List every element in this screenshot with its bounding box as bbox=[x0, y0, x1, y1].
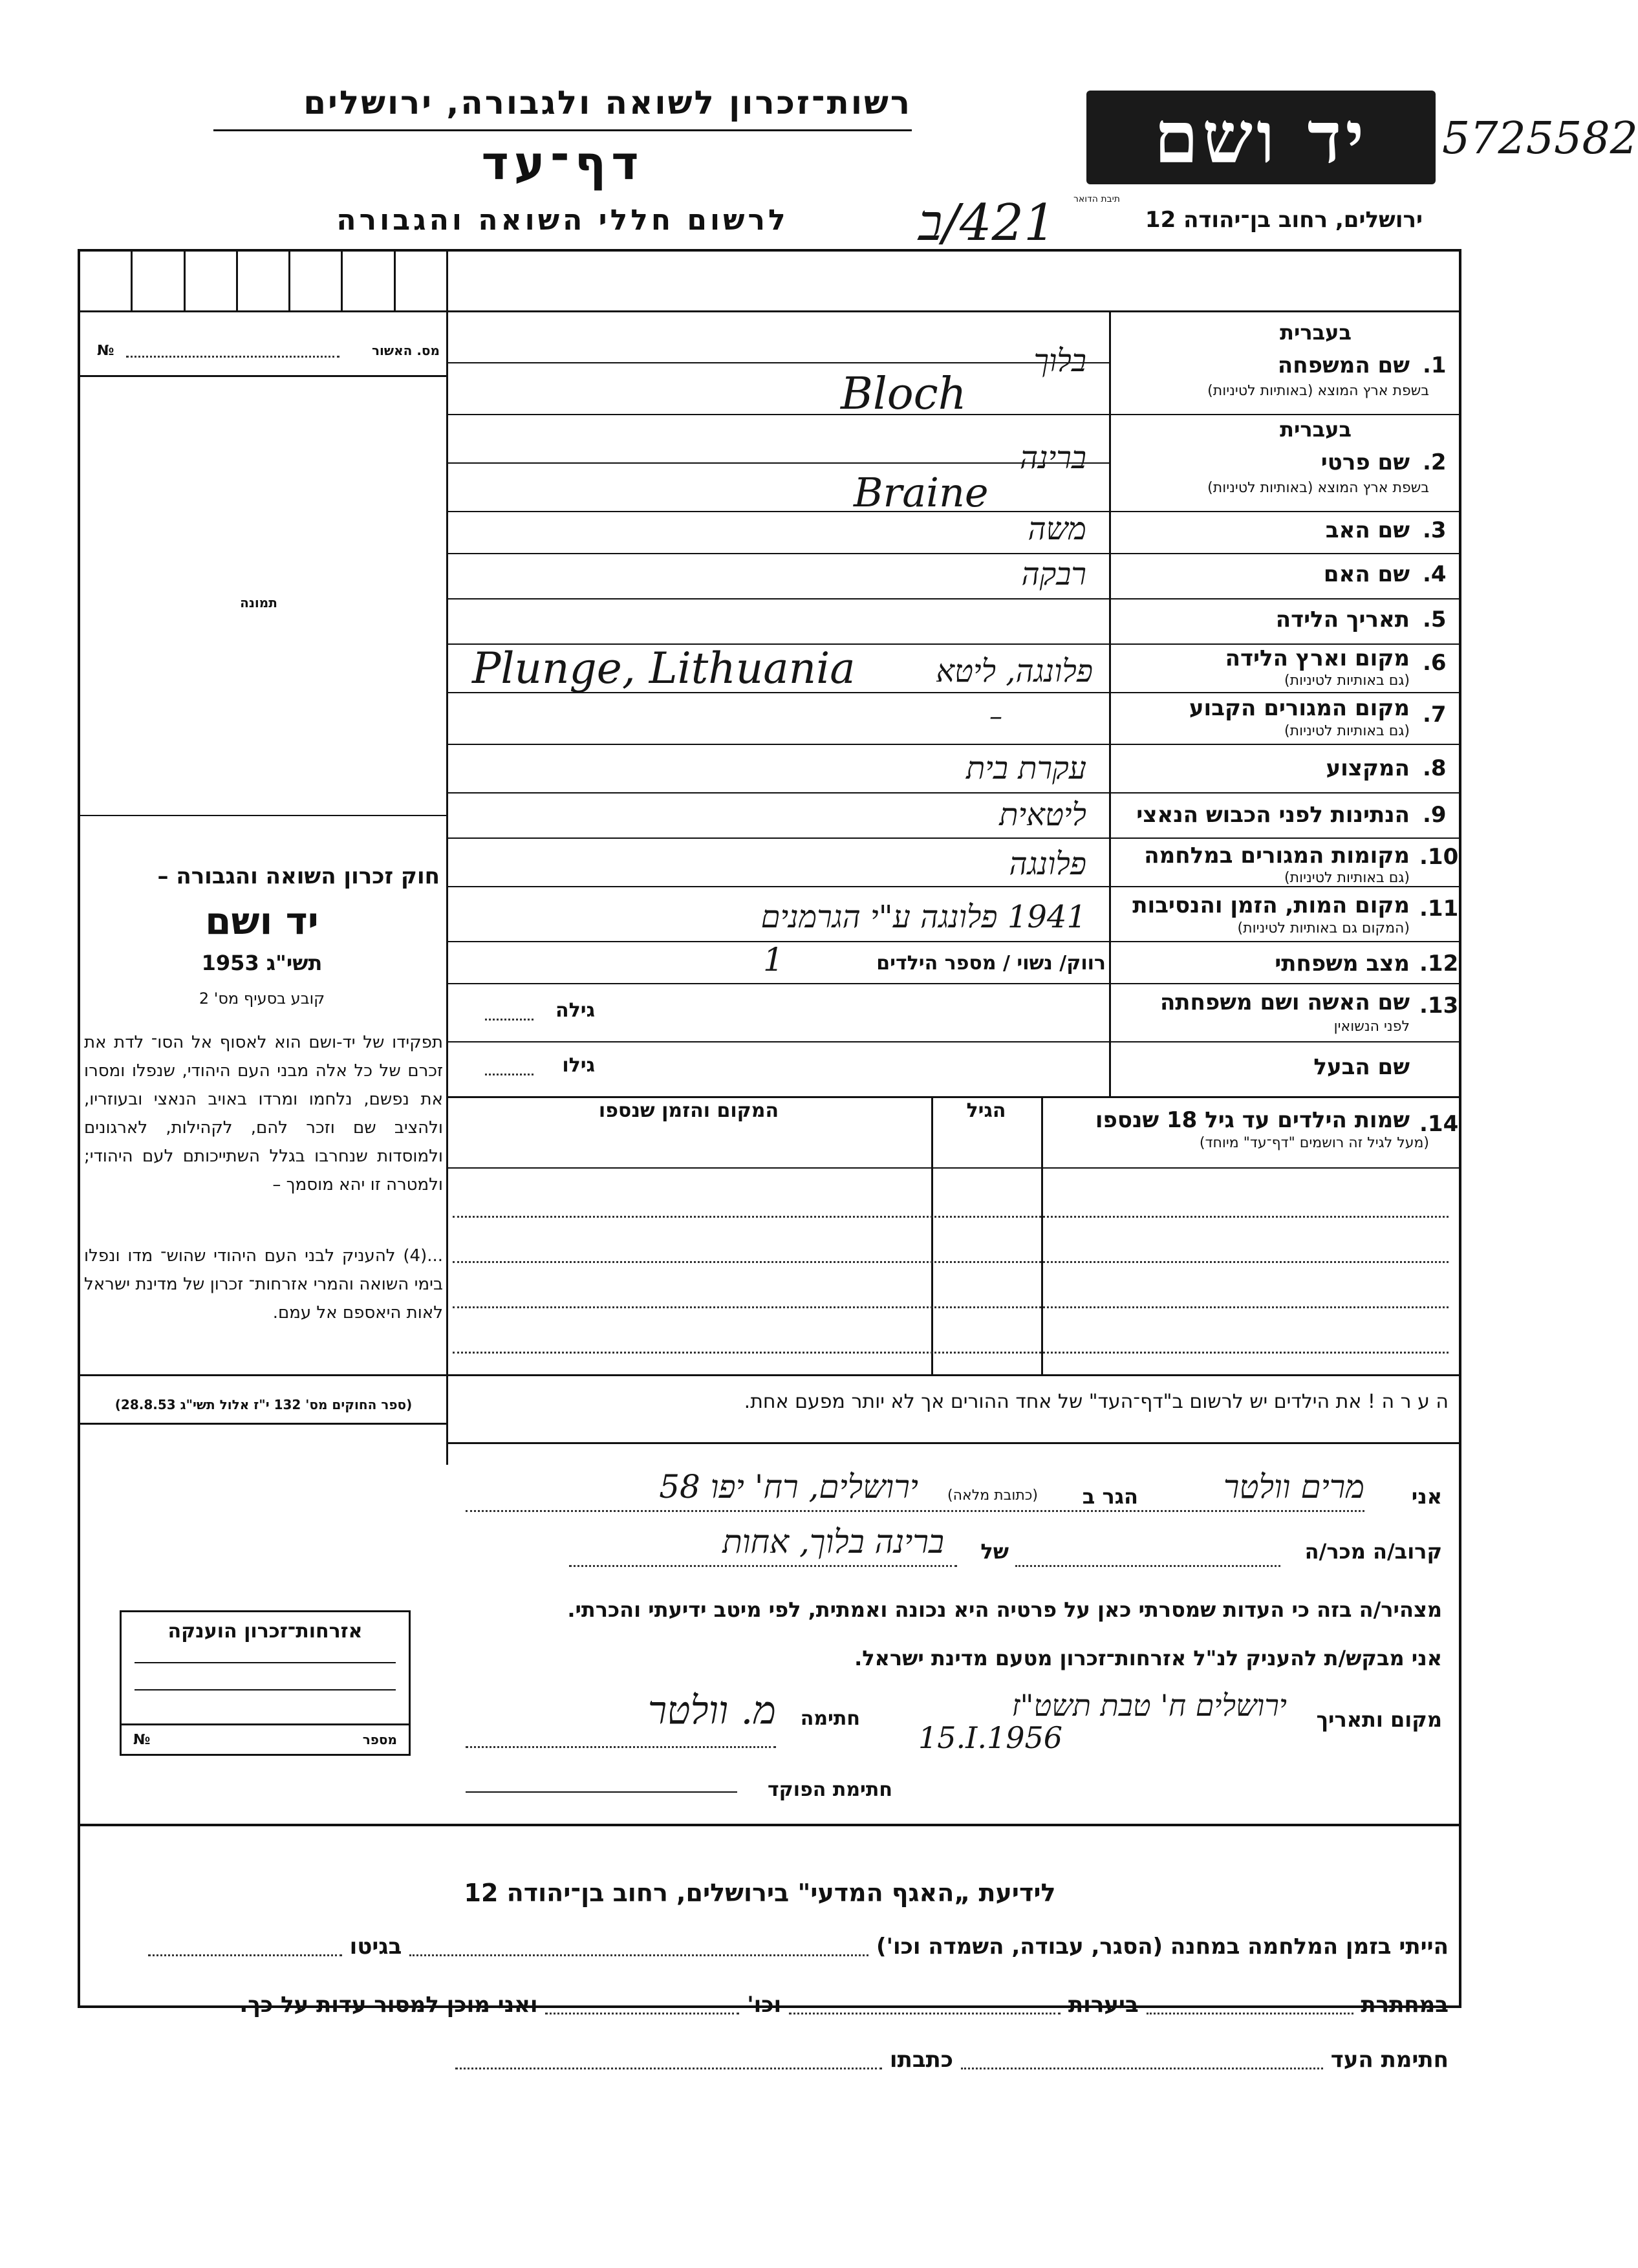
row-line-10 bbox=[446, 886, 1461, 887]
citizenship-no: № bbox=[133, 1731, 151, 1748]
children-row-4 bbox=[453, 1352, 1449, 1354]
sidebar-divider bbox=[446, 249, 448, 1465]
of-value: ברינה בלוך, אחות bbox=[722, 1523, 944, 1561]
officer-line bbox=[466, 1791, 737, 1793]
approval-no-symbol: № bbox=[97, 343, 114, 359]
surname-native-note: בשפת ארץ המוצא (באותיות לטיניות) bbox=[1207, 383, 1429, 399]
i-value: מרים וולטר bbox=[1223, 1468, 1364, 1506]
residence-value: – bbox=[989, 702, 1002, 731]
children-row-1 bbox=[453, 1216, 1449, 1218]
footer-etc-label: וכו' bbox=[747, 1992, 782, 2018]
row-line-7 bbox=[446, 744, 1461, 745]
row-line-12 bbox=[446, 983, 1461, 984]
signature-dots bbox=[466, 1746, 776, 1748]
footer-forests-label: ביערות bbox=[1068, 1992, 1139, 2018]
form-subtitle: לרשום חללי השואה והגבורה bbox=[336, 204, 789, 237]
law-ref: (ספר החוקים מס' 132 י"ז אלול תשי"ג 28.8.53) bbox=[114, 1397, 413, 1412]
officer-label: חתימת הפוקד bbox=[768, 1778, 892, 1801]
box-caption: תיבת הדואר bbox=[1073, 194, 1120, 204]
labels-divider bbox=[1109, 310, 1111, 1096]
surname-he-value: בלוך bbox=[1033, 343, 1086, 379]
place-date-value: ירושלים ח' טבת תשט"ז bbox=[1011, 1688, 1287, 1723]
wartime-note: (גם באותיות לטיניות) bbox=[1284, 870, 1410, 886]
given-he-value: ברינה bbox=[1019, 440, 1086, 476]
given-label: שם פרטי bbox=[1320, 449, 1410, 475]
remark: ה ע ר ה ! את הילדים יש לרשום ב"דף־העד" של אחד ההורים אך לא יותר מפעם אחת. bbox=[744, 1390, 1449, 1413]
authority-name: רשות־זכרון לשואה ולגבורה, ירושלים bbox=[303, 84, 912, 122]
num-8: .8 bbox=[1423, 755, 1447, 781]
children-note: (מעל לגיל זה רושמים "דף־עד" מיוחד) bbox=[1199, 1135, 1429, 1151]
row-line-4 bbox=[446, 598, 1461, 599]
citizenship-value: ליטאית bbox=[999, 797, 1086, 833]
father-value: משה bbox=[1028, 511, 1086, 547]
children-head-line bbox=[446, 1167, 1461, 1169]
given-native-note: בשפת ארץ המוצא (באותיות לטיניות) bbox=[1207, 480, 1429, 496]
num-9: .9 bbox=[1423, 802, 1447, 828]
footer-witness-sign-label: חתימת העד bbox=[1330, 2047, 1449, 2073]
record-id: 5725582 bbox=[1442, 113, 1638, 164]
footer-address-label: כתבתו bbox=[889, 2047, 954, 2073]
law-clause: קובע בסעיף מס' 2 bbox=[199, 989, 325, 1008]
birthdate-label: תאריך הלידה bbox=[1275, 607, 1410, 632]
num-12: .12 bbox=[1419, 951, 1459, 977]
citizenship-label: הנתינות לפני הכבוש הנאצי bbox=[1136, 802, 1410, 828]
photo-bottom-line bbox=[78, 815, 446, 816]
footer-ghetto-label: בגיטו bbox=[349, 1934, 402, 1960]
age-m-label: גילו bbox=[562, 1054, 595, 1077]
col-place-header: המקום והזמן שנספו bbox=[598, 1099, 779, 1122]
citizenship-box bbox=[120, 1610, 411, 1756]
date-value: 15.I.1956 bbox=[918, 1720, 1063, 1755]
death-label: מקום המות, הזמן והנסיבות bbox=[1132, 892, 1410, 918]
law-year: תשי"ג 1953 bbox=[201, 951, 323, 975]
footer-camp-label: הייתי בזמן המלחמה במחנה (הסגר, עבודה, השמדה וכו') bbox=[876, 1934, 1449, 1960]
num-4: .4 bbox=[1423, 561, 1447, 587]
row-line-13 bbox=[446, 1041, 1461, 1042]
wife-label: שם האשה ושם משפחתה bbox=[1159, 989, 1410, 1015]
place-date-label: מקום ותאריך bbox=[1316, 1707, 1442, 1732]
number-boxes bbox=[80, 252, 446, 310]
hebrew-label-1: בעברית bbox=[1280, 320, 1352, 345]
relative-label: קרוב/ה מכר/ה bbox=[1304, 1539, 1442, 1564]
family-status-label: מצב משפחתי bbox=[1275, 951, 1410, 977]
wife-note: לפני הנשואין bbox=[1333, 1019, 1410, 1035]
children-row-2 bbox=[453, 1261, 1449, 1263]
authority-underline bbox=[213, 129, 912, 131]
col-age-header: הגיל bbox=[966, 1099, 1006, 1122]
footer-line-2 bbox=[91, 1992, 1449, 2018]
residence-label: מקום המגורים הקבוע bbox=[1189, 695, 1410, 721]
row-line-9 bbox=[446, 837, 1461, 839]
profession-label: המקצוע bbox=[1326, 755, 1410, 781]
footer-separator bbox=[78, 1824, 1461, 1826]
approval-no-dots bbox=[126, 356, 339, 358]
mother-label: שם האם bbox=[1323, 561, 1410, 587]
children-label: שמות הילדים עד גיל 18 שנספו bbox=[1095, 1107, 1410, 1133]
num-13: .13 bbox=[1419, 993, 1459, 1019]
num-6: .6 bbox=[1423, 650, 1447, 676]
law-name: יד ושם bbox=[205, 899, 319, 943]
death-note: (המקום גם באותיות לטיניות) bbox=[1237, 920, 1410, 936]
wartime-value: פלונגה bbox=[1009, 846, 1086, 882]
address-dots bbox=[466, 1510, 1364, 1512]
footer-underground-label: במחתרת bbox=[1361, 1992, 1449, 2018]
i-label: אני bbox=[1411, 1484, 1442, 1509]
num-14: .14 bbox=[1419, 1111, 1459, 1137]
footer-testimony-label: ואני מוכן למסור עדות על כך. bbox=[239, 1992, 538, 2018]
birthplace-he-value: פלונגה, ליטא bbox=[936, 653, 1093, 689]
resides-label: הגר ב bbox=[1082, 1484, 1138, 1509]
approval-line bbox=[78, 375, 446, 377]
photo-label: תמונה bbox=[240, 595, 277, 610]
address-note: (כתובת מלאה) bbox=[947, 1487, 1038, 1504]
approval-label: מס. האשור bbox=[372, 343, 440, 358]
age-f-label: גילה bbox=[555, 999, 595, 1022]
signature-label: חתימה bbox=[800, 1707, 860, 1730]
of-label: של bbox=[980, 1539, 1009, 1564]
children-col-div-2 bbox=[931, 1096, 933, 1374]
children-col-div-1 bbox=[1041, 1096, 1043, 1374]
law-title: חוק זכרון השואה והגבורה – bbox=[157, 863, 440, 889]
num-2: .2 bbox=[1423, 449, 1447, 475]
file-number: 421/ב bbox=[918, 194, 1056, 252]
request: אני מבקש/ת להעניק לנ"ל אזרחות־זכרון מטעם מדינת ישראל. bbox=[854, 1646, 1442, 1670]
husband-label: שם הבעל bbox=[1313, 1054, 1410, 1080]
top-box-line bbox=[78, 310, 1461, 312]
address-value: ירושלים, רח' יפו 58 bbox=[659, 1468, 918, 1506]
wartime-label: מקומות המגורים במלחמה bbox=[1144, 843, 1410, 869]
law-text-2: ...(4) להעניק לבני העם היהודי שהוש־ מדו ונפלו בימי השואה והמרי אזרחות־ זכרון של מדינת ישראל לאות היאספם אל עמם. bbox=[84, 1246, 443, 1323]
mother-value: רבקה bbox=[1021, 556, 1086, 592]
of-dots bbox=[569, 1565, 957, 1567]
num-10: .10 bbox=[1419, 844, 1459, 870]
age-m-dots bbox=[485, 1074, 533, 1075]
row-line-14 bbox=[446, 1096, 1461, 1098]
age-f-dots bbox=[485, 1019, 533, 1021]
citizenship-number-label: מספר bbox=[362, 1732, 397, 1747]
row-line-3 bbox=[446, 553, 1461, 554]
birthplace-note: (גם באותיות לטיניות) bbox=[1284, 673, 1410, 689]
signature-value: מ. וולטר bbox=[647, 1688, 776, 1733]
hebrew-label-2: בעברית bbox=[1280, 417, 1352, 442]
children-bottom-line bbox=[78, 1374, 1461, 1376]
statement: מצהיר/ה בזה כי העדות שמסרתי כאן על פרטיה היא נכונה ואמתית, לפי מיטב ידיעתי והכרתי. bbox=[567, 1597, 1442, 1622]
death-value: 1941 פלונגה ע"י הגרמנים bbox=[760, 899, 1086, 935]
form-title: דף־עד bbox=[481, 136, 644, 190]
num-5: .5 bbox=[1423, 607, 1447, 632]
family-status-options: רווק/ נשוי / מספר הילדים bbox=[876, 952, 1106, 975]
citizenship-box-title: אזרחות־זכרון הוענקה bbox=[167, 1620, 363, 1643]
num-7: .7 bbox=[1423, 702, 1447, 728]
footer-line-3 bbox=[91, 2047, 1449, 2073]
birthplace-lat-value: Plunge, Lithuania bbox=[472, 643, 856, 693]
surname-lat-value: Bloch bbox=[841, 369, 967, 420]
given-lat-value: Braine bbox=[854, 469, 989, 516]
logo-text: יד ושם bbox=[1154, 96, 1368, 179]
father-label: שם האב bbox=[1325, 517, 1410, 543]
sidebar-bottom-line bbox=[78, 1423, 448, 1425]
num-1: .1 bbox=[1423, 352, 1447, 378]
birthplace-label: מקום וארץ הלידה bbox=[1225, 645, 1410, 671]
footer-title: לידיעת „האגף המדעי" בירושלים, רחוב בן־יהודה 12 bbox=[464, 1879, 1056, 1907]
law-text-1: תפקידו של יד-ושם הוא לאסוף אל הסו־ לדת את זכרם של כל אלה מבני העם היהודי, שנפלו ומסרו את נפשם, נלחמו ומרדו באויב הנאצי ובעוזריו, ולהציב שם וזכר להם, לקהילות, לארגונים ולמוסדות שנחרבו בגלל השתייכותם לעם היהודי; ולמטרה זו יהא מוסמך – bbox=[84, 1033, 443, 1194]
children-row-3 bbox=[453, 1306, 1449, 1308]
residence-note: (גם באותיות לטיניות) bbox=[1284, 723, 1410, 739]
footer-line-1 bbox=[91, 1934, 1449, 1960]
profession-value: עקרת בית bbox=[966, 750, 1086, 786]
remark-bottom-line bbox=[446, 1442, 1461, 1444]
address: ירושלים, רחוב בן־יהודה 12 bbox=[1145, 207, 1423, 233]
children-count-value: 1 bbox=[763, 941, 784, 978]
num-11: .11 bbox=[1419, 896, 1459, 922]
row-line-11 bbox=[446, 941, 1461, 942]
surname-label: שם המשפחה bbox=[1277, 352, 1410, 378]
relative-dots bbox=[1015, 1565, 1280, 1567]
row-line-8 bbox=[446, 792, 1461, 794]
num-3: .3 bbox=[1423, 517, 1447, 543]
yad-vashem-logo bbox=[1086, 91, 1436, 184]
